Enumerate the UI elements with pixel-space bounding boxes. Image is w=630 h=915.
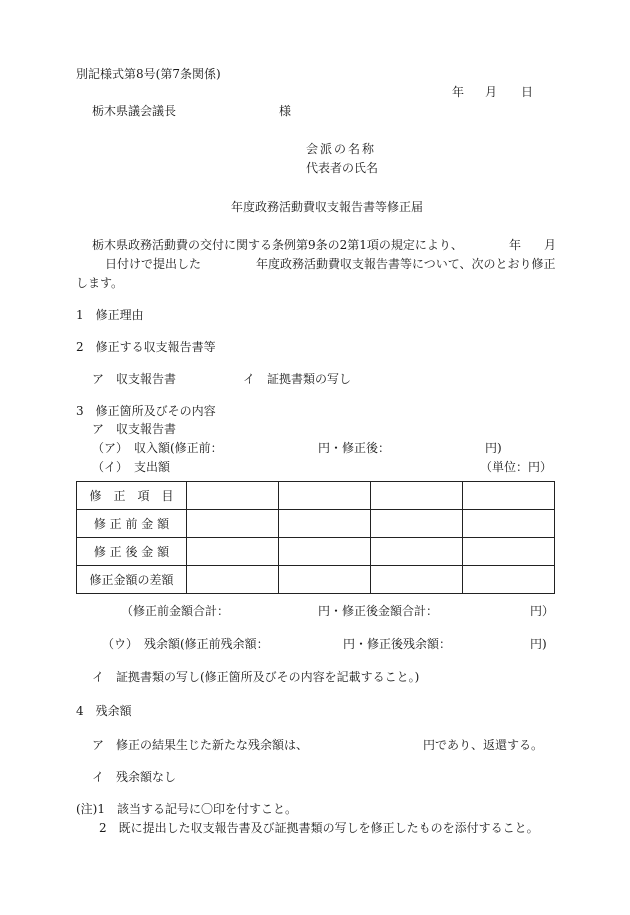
option-report: ア 収支報告書 [92, 372, 177, 386]
table-cell[interactable] [187, 482, 279, 510]
note-2: 2 既に提出した収支報告書及び証拠書類の写しを修正したものを添付すること。 [99, 821, 539, 835]
remainder-option-i: イ 残余額なし [92, 770, 177, 784]
table-cell[interactable] [279, 482, 371, 510]
section-2-heading: 2 修正する収支報告書等 [76, 340, 216, 354]
table-row [77, 566, 555, 594]
row-label-diff: 修正金額の差額 [77, 566, 187, 594]
table-cell[interactable] [371, 482, 463, 510]
form-number: 別記様式第8号(第7条関係) [76, 67, 221, 81]
row-label-item: 修 正 項 目 [77, 482, 187, 510]
section-3-sub-i: イ 証拠書類の写し(修正箇所及びその内容を記載すること。) [92, 670, 420, 684]
table-cell[interactable] [463, 482, 555, 510]
table-cell[interactable] [371, 538, 463, 566]
body-line-1: 栃木県政務活動費の交付に関する条例第9条の2第1項の規定により、 [92, 238, 463, 252]
date-year: 年 [452, 85, 465, 99]
section-4-heading: 4 残余額 [76, 704, 132, 718]
remainder-option-a: ア 修正の結果生じた新たな残余額は、 [92, 738, 309, 752]
row-label-after: 修 正 後 金 額 [77, 538, 187, 566]
body-line-1-month: 月 [544, 238, 557, 252]
table-cell[interactable] [187, 510, 279, 538]
table-row [77, 482, 555, 510]
table-cell[interactable] [279, 538, 371, 566]
date-month: 月 [485, 85, 498, 99]
total-label: （修正前金額合計： [121, 604, 230, 618]
section-3-heading: 3 修正箇所及びその内容 [76, 404, 216, 418]
expense-label: （イ） 支出額 [92, 460, 171, 474]
body-line-3: します。 [76, 276, 124, 290]
expense-table [76, 481, 555, 594]
table-cell[interactable] [279, 566, 371, 594]
date-day: 日 [521, 85, 534, 99]
party-name-label: 会派の名称 [306, 142, 377, 156]
addressee-name: 栃木県議会議長 [92, 104, 177, 118]
table-cell[interactable] [187, 566, 279, 594]
balance-label: （ウ） 残余額(修正前残余額： [102, 637, 269, 651]
note-1: (注)1 該当する記号に〇印を付すこと。 [76, 802, 297, 816]
balance-mid: 円・修正後残余額： [343, 637, 452, 651]
table-cell[interactable] [463, 566, 555, 594]
income-label: （ア） 収入額(修正前： [92, 441, 223, 455]
table-row [77, 510, 555, 538]
remainder-option-a-end: 円であり、返還する。 [423, 738, 544, 752]
table-cell[interactable] [463, 510, 555, 538]
section-1-heading: 1 修正理由 [76, 308, 144, 322]
body-line-1-year: 年 [509, 238, 522, 252]
row-label-before: 修 正 前 金 額 [77, 510, 187, 538]
table-cell[interactable] [371, 566, 463, 594]
unit-label: （単位：円） [480, 460, 553, 474]
table-row [77, 538, 555, 566]
body-line-2: 日付けで提出した [105, 257, 202, 271]
total-mid: 円・修正後金額合計： [318, 604, 439, 618]
addressee-honorific: 様 [279, 104, 292, 118]
income-end: 円) [485, 441, 502, 455]
table-cell[interactable] [187, 538, 279, 566]
body-line-2b: 年度政務活動費収支報告書等について、次のとおり修正 [256, 257, 556, 271]
income-mid: 円・修正後： [318, 441, 391, 455]
table-cell[interactable] [463, 538, 555, 566]
total-end: 円） [530, 604, 555, 618]
section-3-sub-a: ア 収支報告書 [92, 422, 177, 436]
balance-end: 円) [530, 637, 547, 651]
table-cell[interactable] [279, 510, 371, 538]
option-evidence: イ 証拠書類の写し [243, 372, 352, 386]
table-cell[interactable] [371, 510, 463, 538]
representative-name-label: 代表者の氏名 [306, 161, 379, 175]
document-title: 年度政務活動費収支報告書等修正届 [231, 200, 424, 214]
